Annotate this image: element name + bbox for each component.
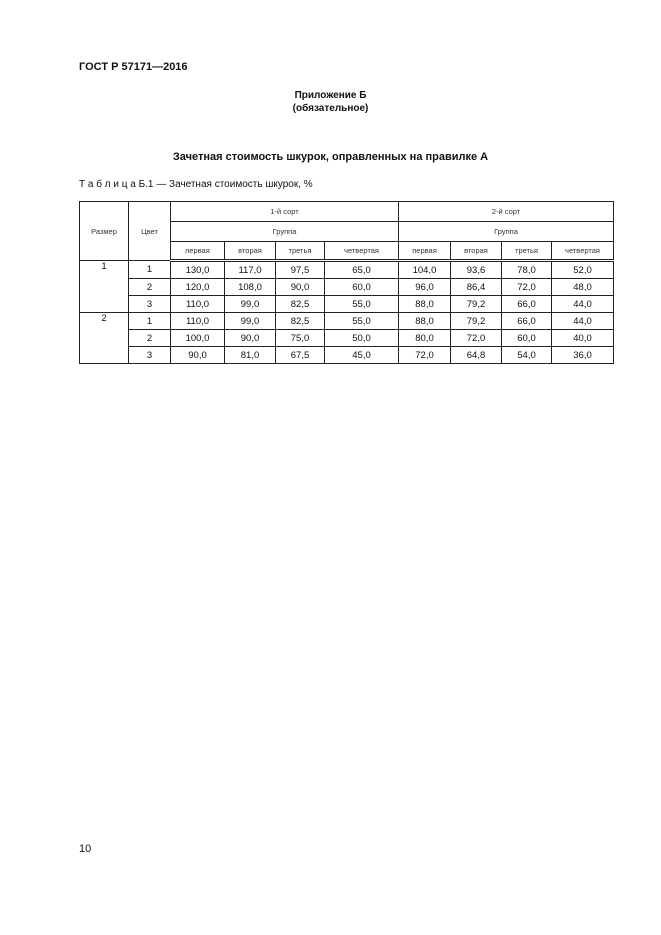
- cell-value: 104,0: [399, 261, 451, 279]
- cell-value: 90,0: [225, 330, 276, 347]
- cell-color: 1: [129, 261, 171, 279]
- header-group-2: Группа: [399, 222, 614, 242]
- table-row: [80, 313, 614, 330]
- cell-value: 96,0: [399, 279, 451, 296]
- cell-value: 100,0: [171, 330, 225, 347]
- header-group-col: четвертая: [552, 242, 614, 261]
- header-group-1: Группа: [171, 222, 399, 242]
- cell-color: 3: [129, 296, 171, 313]
- header-group-col: первая: [399, 242, 451, 261]
- cell-value: 36,0: [552, 347, 614, 364]
- cell-value: 65,0: [325, 261, 399, 279]
- caption-label: Т а б л и ц а: [79, 179, 136, 190]
- header-group-col: четвертая: [325, 242, 399, 261]
- cell-size: 1: [80, 261, 129, 313]
- cell-value: 55,0: [325, 313, 399, 330]
- table-row: [80, 279, 614, 296]
- cell-value: 79,2: [451, 313, 502, 330]
- cell-color: 1: [129, 313, 171, 330]
- cell-value: 88,0: [399, 296, 451, 313]
- caption-number: Б.1: [138, 179, 154, 190]
- header-color: Цвет: [129, 202, 171, 261]
- cell-value: 72,0: [502, 279, 552, 296]
- cell-value: 90,0: [276, 279, 325, 296]
- cell-value: 90,0: [171, 347, 225, 364]
- header-group-col: третья: [502, 242, 552, 261]
- document-code: ГОСТ Р 57171—2016: [79, 61, 188, 73]
- cell-value: 80,0: [399, 330, 451, 347]
- cell-value: 54,0: [502, 347, 552, 364]
- cell-color: 3: [129, 347, 171, 364]
- cell-value: 110,0: [171, 296, 225, 313]
- cell-value: 75,0: [276, 330, 325, 347]
- cell-value: 99,0: [225, 313, 276, 330]
- table-caption: [79, 179, 313, 190]
- cell-value: 66,0: [502, 296, 552, 313]
- cost-table: [79, 201, 614, 364]
- table-row: [80, 330, 614, 347]
- cell-value: 66,0: [502, 313, 552, 330]
- cell-value: 79,2: [451, 296, 502, 313]
- header-group-col: первая: [171, 242, 225, 261]
- cell-value: 48,0: [552, 279, 614, 296]
- cell-value: 110,0: [171, 313, 225, 330]
- annex-heading: [0, 89, 661, 115]
- cell-value: 78,0: [502, 261, 552, 279]
- cell-value: 130,0: [171, 261, 225, 279]
- header-size: Размер: [80, 202, 129, 261]
- cell-value: 50,0: [325, 330, 399, 347]
- cell-value: 44,0: [552, 313, 614, 330]
- cell-value: 97,5: [276, 261, 325, 279]
- cell-value: 93,6: [451, 261, 502, 279]
- cell-value: 60,0: [502, 330, 552, 347]
- header-grade-1: 1-й сорт: [171, 202, 399, 222]
- header-group-col: вторая: [225, 242, 276, 261]
- cell-value: 81,0: [225, 347, 276, 364]
- header-group-col: вторая: [451, 242, 502, 261]
- cell-value: 55,0: [325, 296, 399, 313]
- table-row: [80, 347, 614, 364]
- cell-value: 108,0: [225, 279, 276, 296]
- header-group-col: третья: [276, 242, 325, 261]
- header-grade-2: 2-й сорт: [399, 202, 614, 222]
- cell-value: 82,5: [276, 313, 325, 330]
- annex-title: Приложение Б: [294, 90, 367, 101]
- cell-color: 2: [129, 330, 171, 347]
- cell-value: 40,0: [552, 330, 614, 347]
- annex-status: (обязательное): [292, 103, 369, 114]
- cell-value: 64,8: [451, 347, 502, 364]
- table-row: [80, 261, 614, 279]
- section-title: Зачетная стоимость шкурок, оправленных на правилке А: [172, 151, 489, 163]
- cell-value: 86,4: [451, 279, 502, 296]
- cell-value: 72,0: [451, 330, 502, 347]
- cell-value: 45,0: [325, 347, 399, 364]
- cell-color: 2: [129, 279, 171, 296]
- cell-value: 72,0: [399, 347, 451, 364]
- cell-value: 117,0: [225, 261, 276, 279]
- cell-value: 120,0: [171, 279, 225, 296]
- table-row: [80, 296, 614, 313]
- caption-text: — Зачетная стоимость шкурок, %: [156, 179, 313, 190]
- cell-size: 2: [80, 313, 129, 364]
- cell-value: 52,0: [552, 261, 614, 279]
- cell-value: 67,5: [276, 347, 325, 364]
- cell-value: 44,0: [552, 296, 614, 313]
- cell-value: 82,5: [276, 296, 325, 313]
- cell-value: 60,0: [325, 279, 399, 296]
- cell-value: 99,0: [225, 296, 276, 313]
- cell-value: 88,0: [399, 313, 451, 330]
- page-number: 10: [79, 843, 92, 855]
